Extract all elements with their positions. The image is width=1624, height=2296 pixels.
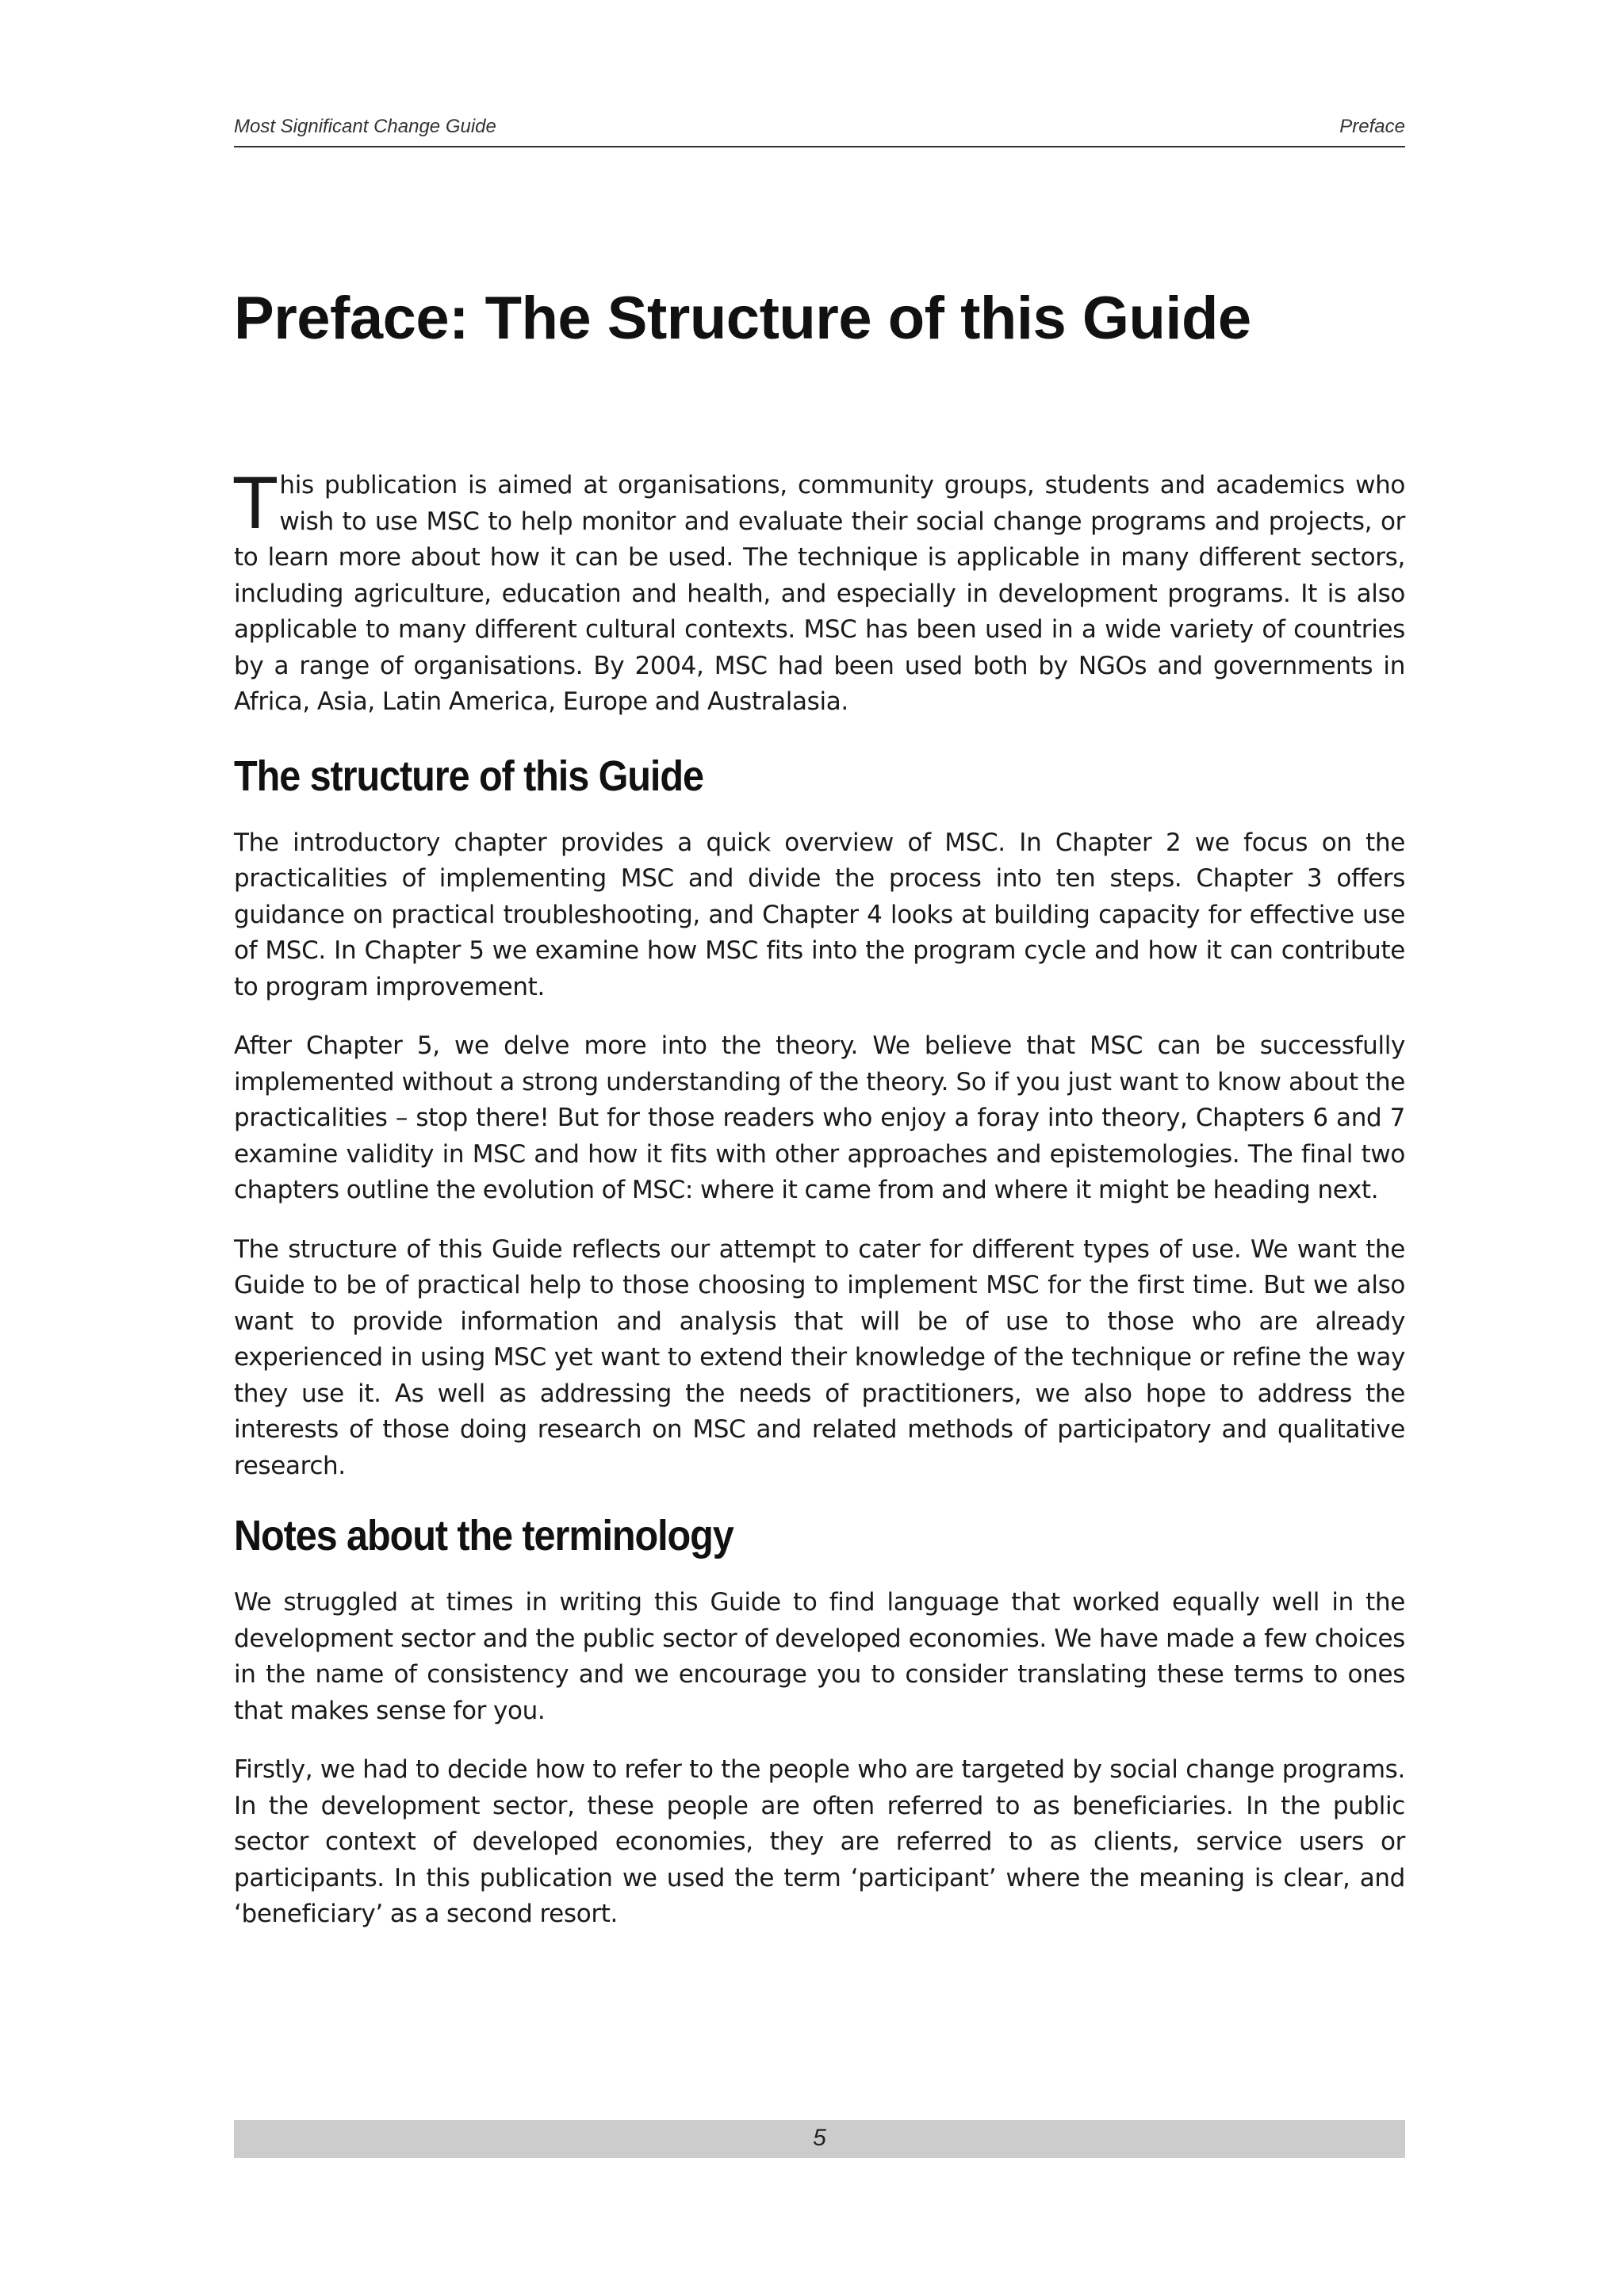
page-content [234, 463, 1405, 1956]
paragraph: The structure of this Guide reflects our attempt to cater for different types of use. We want the Guide to be of practical help to those choosing to implement MSC for the first time. But we also want to provide information and analysis that will be of use to those who are already experienced in using MSC yet want to extend their knowledge of the technique or refine the way they use it. As well as addressing the needs of practitioners, we also hope to address the interests of those doing research on MSC and related methods of participatory and qualitative research. [234, 1234, 1405, 1480]
section-heading-terminology: Notes about the terminology [234, 1512, 733, 1559]
paragraph: Firstly, we had to decide how to refer to the people who are targeted by social change programs. In the development sector, these people are often referred to as beneficiaries. In the public sector context of developed economies, they are referred to as clients, service users or participants. In this publication we used the term ‘participant’ where the meaning is clear, and ‘beneficiary’ as a second resort. [234, 1755, 1405, 1928]
paragraph: The introductory chapter provides a quick overview of MSC. In Chapter 2 we focus on the practicalities of implementing MSC and divide the process into ten steps. Chapter 3 offers guidance on practical troubleshooting, and Chapter 4 looks at building capacity for effective use of MSC. In Chapter 5 we examine how MSC fits into the program cycle and how it can contribute to program improvement. [234, 828, 1405, 1001]
section-heading-structure: The structure of this Guide [234, 752, 703, 800]
header-guide-title: Most Significant Change Guide [234, 116, 496, 137]
intro-text: his publication is aimed at organisations, community groups, students and academics who wish to use MSC to help monitor and evaluate their social change programs and projects, or to learn more about how it can be used. The technique is applicable in many different sectors, including agriculture, education and health, and especially in development programs. It is also applicable to many different cultural contexts. MSC has been used in a wide variety of countries by a range of organisations. By 2004, MSC had been used both by NGOs and governments in Africa, Asia, Latin America, Europe and Australasia. [234, 471, 1405, 716]
page-footer [234, 2120, 1405, 2158]
page-title: Preface: The Structure of this Guide [234, 285, 1251, 352]
document-page [234, 0, 1405, 2296]
drop-cap: T [234, 463, 277, 545]
page-number: 5 [813, 2125, 826, 2151]
paragraph: After Chapter 5, we delve more into the theory. We believe that MSC can be successfully implemented without a strong understanding of the theory. So if you just want to know about the practicalities – stop there! But for those readers who enjoy a foray into theory, Chapters 6 and 7 examine validity in MSC and how it fits with other approaches and epistemologies. The final two chapters outline the evolution of MSC: where it came from and where it might be heading next. [234, 1031, 1405, 1204]
running-header [234, 116, 1405, 147]
intro-paragraph [234, 463, 1405, 721]
paragraph: We struggled at times in writing this Guide to find language that worked equally well in the development sector and the public sector of developed economies. We have made a few choices in the name of consistency and we encourage you to consider translating these terms to ones that makes sense for you. [234, 1588, 1405, 1725]
header-section-name: Preface [1339, 116, 1405, 137]
